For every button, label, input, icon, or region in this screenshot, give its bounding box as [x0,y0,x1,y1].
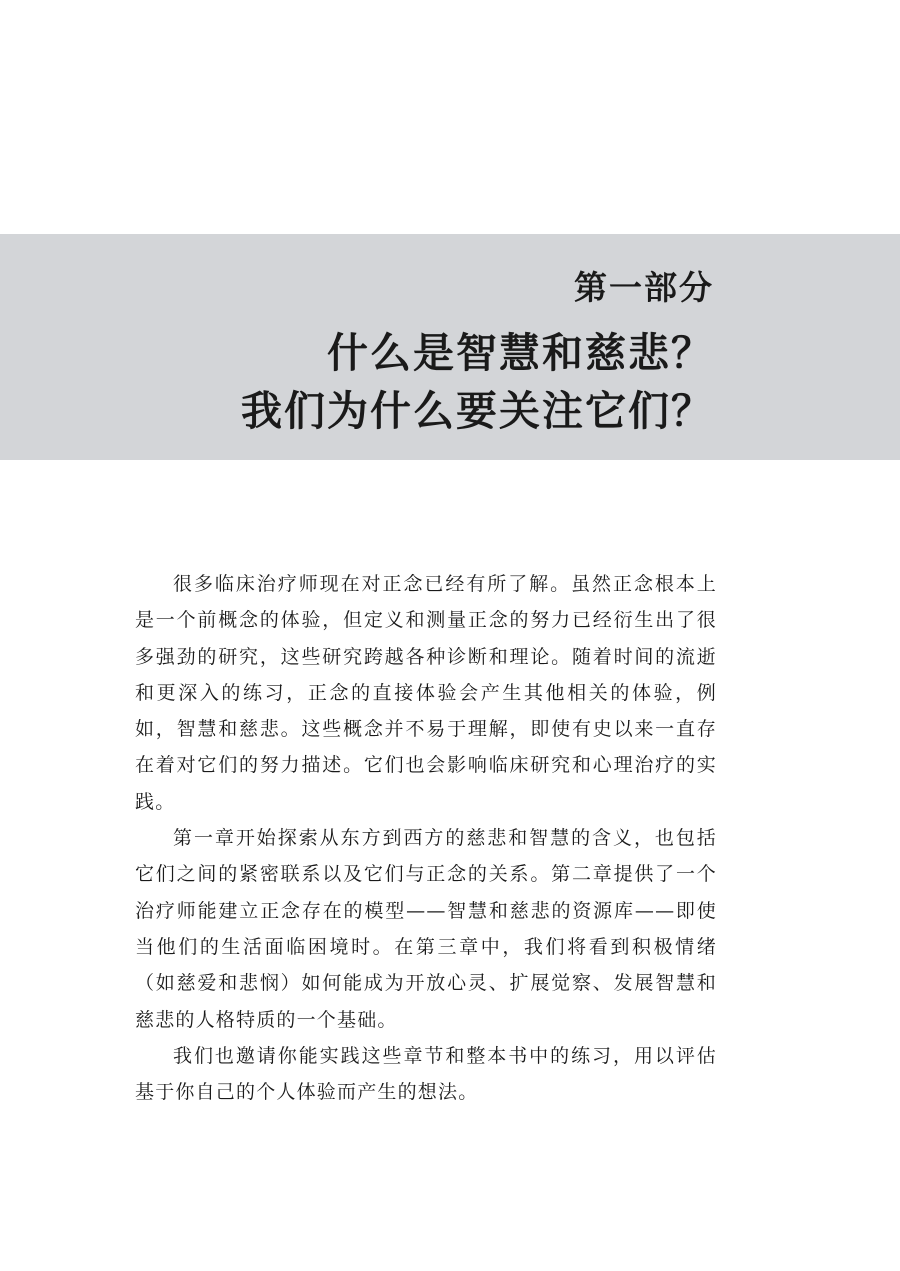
paragraph-1: 很多临床治疗师现在对正念已经有所了解。虽然正念根本上是一个前概念的体验，但定义和测量正念的努力已经衍生出了很多强劲的研究，这些研究跨越各种诊断和理论。随着时间的流逝和更深入的练习，正念的直接体验会产生其他相关的体验，例如，智慧和慈悲。这些概念并不易于理解，即使有史以来一直存在着对它们的努力描述。它们也会影响临床研究和心理治疗的实践。 [135,573,717,813]
paragraph-2: 第一章开始探索从东方到西方的慈悲和智慧的含义，也包括它们之间的紧密联系以及它们与正念的关系。第二章提供了一个治疗师能建立正念存在的模型——智慧和慈悲的资源库——即使当他们的生活面临困境时。在第三章中，我们将看到积极情绪（如慈爱和悲悯）如何能成为开放心灵、扩展觉察、发展智慧和慈悲的人格特质的一个基础。 [135,827,717,1031]
part-title-line-2: 我们为什么要关注它们？ [241,387,714,435]
part-title-line-1: 什么是智慧和慈悲？ [327,329,714,377]
body-text [135,566,717,1110]
paragraph-3: 我们也邀请你能实践这些章节和整本书中的练习，用以评估基于你自己的个人体验而产生的想法。 [135,1044,717,1104]
part-label: 第一部分 [574,268,714,307]
